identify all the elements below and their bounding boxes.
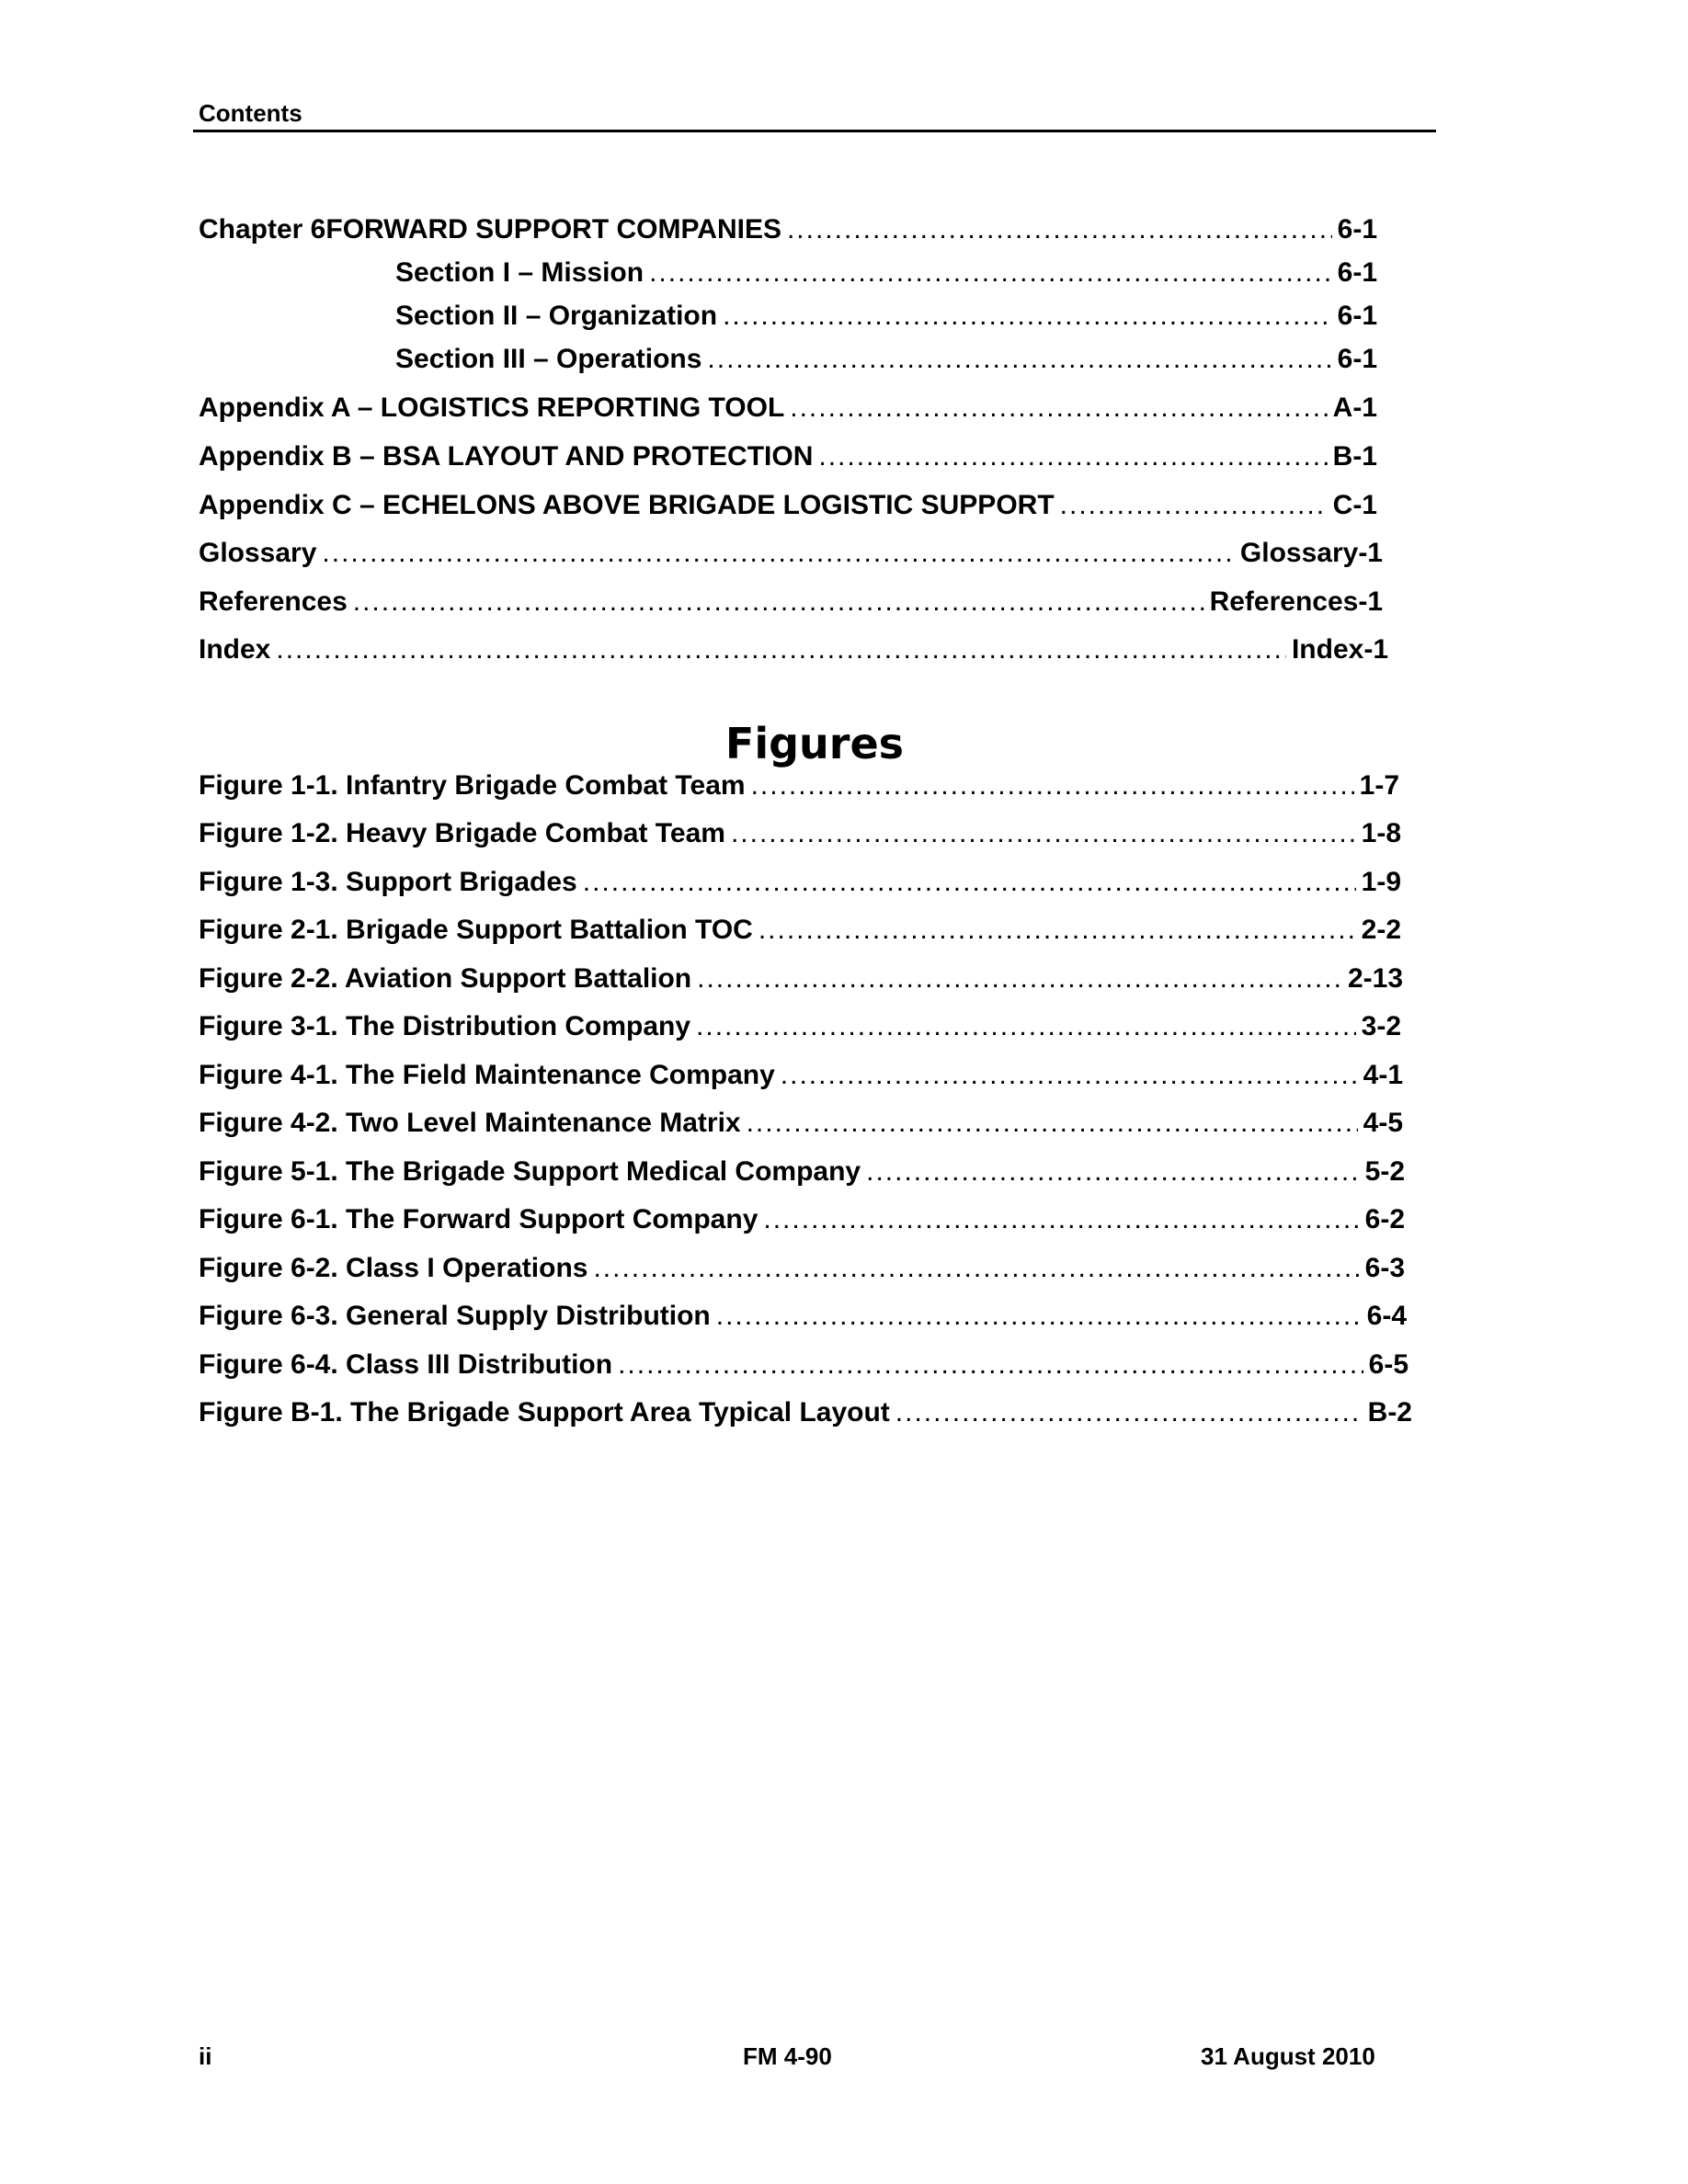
dot-leader (618, 1347, 1363, 1383)
section-page: 6-1 (1337, 344, 1377, 374)
figure-page: 6-4 (1366, 1301, 1407, 1331)
figure-page: 4-5 (1363, 1108, 1403, 1138)
toc-entry-glossary[interactable] (199, 535, 1383, 572)
figure-entry[interactable] (199, 1250, 1405, 1287)
dot-leader (818, 438, 1327, 475)
section-page: 6-1 (1337, 301, 1377, 331)
figure-entry[interactable] (199, 864, 1401, 901)
entry-page: C-1 (1332, 490, 1377, 520)
section-title: Section III – Operations (395, 344, 702, 374)
dot-leader (763, 1201, 1359, 1238)
entry-page: Glossary-1 (1239, 538, 1383, 568)
entry-title: Appendix C – ECHELONS ABOVE BRIGADE LOGISTIC SUPPORT (199, 490, 1055, 520)
figure-entry[interactable] (199, 1201, 1405, 1238)
figure-page: 2-2 (1361, 915, 1401, 945)
figure-title: Figure 6-2. Class I Operations (199, 1253, 588, 1283)
dot-leader (723, 298, 1332, 335)
figure-title: Figure 6-3. General Supply Distribution (199, 1301, 711, 1331)
dot-leader (790, 390, 1327, 427)
section-page: 6-1 (1337, 257, 1377, 288)
chapter-label: Chapter 6 (199, 214, 326, 245)
toc-entry-references[interactable] (199, 584, 1383, 620)
figure-entry[interactable] (199, 768, 1399, 804)
figure-entry[interactable] (199, 1298, 1407, 1335)
figure-title: Figure 2-1. Brigade Support Battalion TOC (199, 915, 753, 945)
figures-heading: Figures (724, 719, 905, 768)
header-rule (193, 130, 1436, 132)
dot-leader (696, 1008, 1356, 1045)
dot-leader (731, 815, 1356, 852)
toc-entry-index[interactable] (199, 631, 1388, 668)
toc-entry-section[interactable] (395, 255, 1377, 291)
dot-leader (751, 768, 1354, 804)
figure-entry[interactable] (199, 1394, 1412, 1431)
dot-leader (787, 211, 1332, 248)
figure-page: 2-13 (1347, 963, 1403, 994)
entry-title: References (199, 586, 348, 617)
figure-title: Figure 1-1. Infantry Brigade Combat Team (199, 770, 746, 801)
entry-page: B-1 (1332, 441, 1377, 472)
footer-date: 31 August 2010 (1201, 2042, 1375, 2070)
dot-leader (866, 1154, 1360, 1190)
figure-page: 5-2 (1364, 1156, 1405, 1187)
dot-leader (583, 864, 1356, 901)
entry-page: Index-1 (1291, 634, 1388, 665)
toc-entry-appendix-b[interactable] (199, 438, 1377, 475)
entry-page: References-1 (1209, 586, 1383, 617)
figure-entry[interactable] (199, 1008, 1401, 1045)
toc-entry-section[interactable] (395, 298, 1377, 335)
dot-leader (353, 584, 1204, 620)
dot-leader (1060, 487, 1328, 524)
entry-title: Appendix A – LOGISTICS REPORTING TOOL (199, 392, 785, 423)
dot-leader (716, 1298, 1362, 1335)
figure-title: Figure 6-4. Class III Distribution (199, 1349, 613, 1380)
dot-leader (276, 631, 1286, 668)
dot-leader (747, 1105, 1358, 1142)
figure-entry[interactable] (199, 1347, 1409, 1383)
entry-page: A-1 (1332, 392, 1377, 423)
dot-leader (649, 255, 1332, 291)
section-title: Section I – Mission (395, 257, 644, 288)
figure-page: 6-5 (1368, 1349, 1409, 1380)
figure-entry[interactable] (199, 912, 1401, 949)
figure-title: Figure 2-2. Aviation Support Battalion (199, 963, 692, 994)
figure-page: B-2 (1367, 1397, 1412, 1428)
figure-page: 1-8 (1361, 818, 1401, 848)
figure-page: 3-2 (1361, 1011, 1401, 1041)
figure-entry[interactable] (199, 1057, 1403, 1094)
chapter-title: FORWARD SUPPORT COMPANIES (325, 214, 781, 245)
figure-page: 6-2 (1364, 1204, 1405, 1234)
figure-page: 6-3 (1364, 1253, 1405, 1283)
figure-entry[interactable] (199, 1154, 1405, 1190)
figure-title: Figure 1-2. Heavy Brigade Combat Team (199, 818, 725, 848)
dot-leader (758, 912, 1356, 949)
figure-entry[interactable] (199, 815, 1401, 852)
entry-title: Appendix B – BSA LAYOUT AND PROTECTION (199, 441, 814, 472)
figure-title: Figure 1-3. Support Brigades (199, 867, 577, 897)
figure-page: 4-1 (1363, 1060, 1403, 1090)
dot-leader (707, 341, 1331, 378)
figure-page: 1-9 (1361, 867, 1401, 897)
dot-leader (593, 1250, 1359, 1287)
section-title: Section II – Organization (395, 301, 718, 331)
dot-leader (697, 961, 1342, 997)
toc-entry-section[interactable] (395, 341, 1377, 378)
figure-title: Figure 3-1. The Distribution Company (199, 1011, 691, 1041)
toc-entry-appendix-c[interactable] (199, 487, 1377, 524)
chapter-page: 6-1 (1337, 214, 1377, 245)
dot-leader (322, 535, 1234, 572)
running-header-title: Contents (199, 99, 302, 127)
toc-entry-chapter-6[interactable] (199, 211, 1377, 248)
entry-title: Glossary (199, 538, 317, 568)
entry-title: Index (199, 634, 271, 665)
dot-leader (781, 1057, 1358, 1094)
figure-title: Figure B-1. The Brigade Support Area Typical Layout (199, 1397, 890, 1428)
toc-entry-appendix-a[interactable] (199, 390, 1377, 427)
footer-publication: FM 4-90 (743, 2042, 832, 2070)
figure-page: 1-7 (1359, 770, 1399, 801)
footer-page-number: ii (199, 2042, 212, 2070)
figure-entry[interactable] (199, 1105, 1403, 1142)
figure-title: Figure 5-1. The Brigade Support Medical Company (199, 1156, 861, 1187)
figure-title: Figure 4-2. Two Level Maintenance Matrix (199, 1108, 741, 1138)
figure-entry[interactable] (199, 961, 1403, 997)
dot-leader (895, 1394, 1363, 1431)
figure-title: Figure 4-1. The Field Maintenance Company (199, 1060, 775, 1090)
figure-title: Figure 6-1. The Forward Support Company (199, 1204, 758, 1234)
